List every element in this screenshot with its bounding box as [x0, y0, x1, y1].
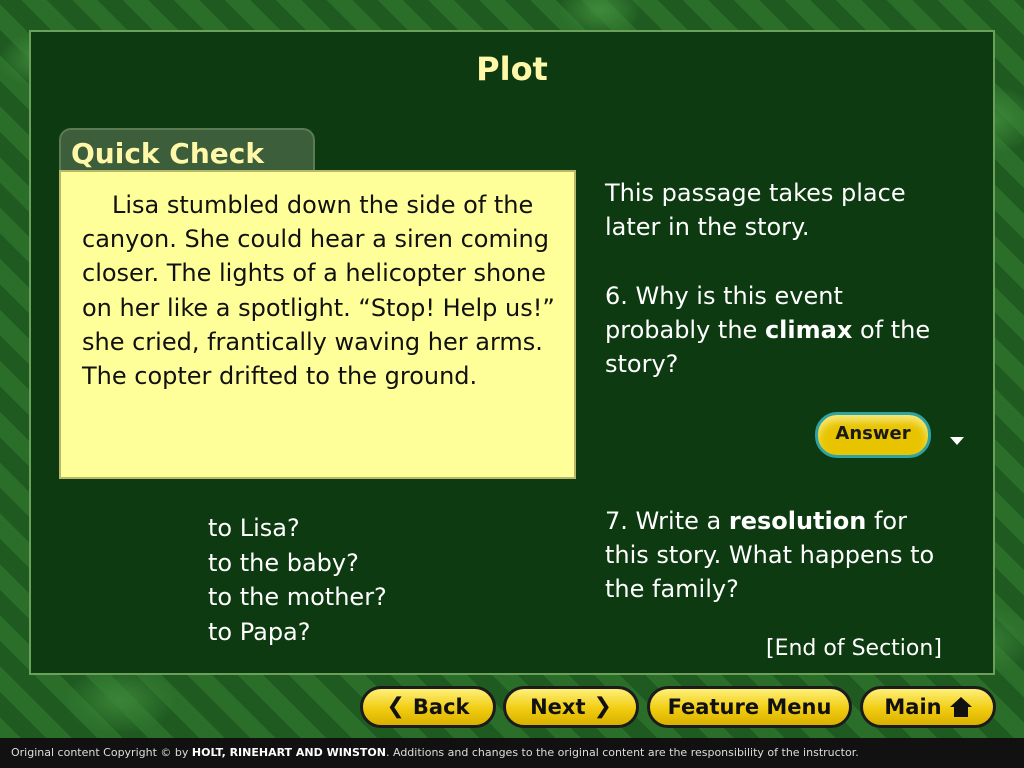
intro-text: This passage takes place later in the story.: [605, 179, 906, 241]
slide-title: Plot: [476, 50, 548, 88]
back-button[interactable]: [360, 686, 496, 728]
question-7-text: 7. Write a: [605, 507, 729, 535]
answer-button[interactable]: Answer: [815, 412, 931, 458]
feature-menu-button[interactable]: [647, 686, 852, 728]
question-7: [605, 504, 945, 606]
question-6-tail: of the story?: [605, 316, 931, 378]
question-6-text: 6. Why is this event probably the: [605, 282, 843, 344]
publisher-name: HOLT, RINEHART AND WINSTON: [191, 746, 386, 759]
copyright-footer: [0, 738, 1024, 768]
character-list: [208, 511, 387, 649]
next-button-label: Next: [530, 695, 586, 719]
chevron-left-icon: ❮: [386, 694, 405, 719]
list-item: to the baby?: [208, 548, 359, 577]
question-7-tail: for this story. What happens to the family?: [605, 507, 935, 603]
footer-suffix: . Additions and changes to the original content are the responsibility of the instructor.: [386, 746, 859, 759]
next-button[interactable]: [503, 686, 639, 728]
chevron-right-icon: ❯: [593, 694, 612, 719]
term-climax: climax: [764, 316, 853, 344]
main-button-label: Main: [884, 695, 942, 719]
term-resolution: resolution: [728, 507, 867, 535]
feature-menu-label: Feature Menu: [667, 695, 832, 719]
quick-check-tab: Quick Check: [59, 128, 315, 174]
list-item: to Papa?: [208, 617, 311, 646]
home-icon: [950, 697, 972, 717]
caret-down-icon[interactable]: [950, 437, 964, 445]
passage-box: Lisa stumbled down the side of the canyon. She could hear a siren coming closer. The lights of a helicopter shone on her like a spotlight. “Stop! Help us!” she cried, frantically waving her arms. The copter drifted to the ground.: [59, 170, 576, 479]
list-item: to the mother?: [208, 583, 387, 611]
back-button-label: Back: [412, 695, 470, 719]
question-6: [605, 279, 955, 381]
main-button[interactable]: [860, 686, 996, 728]
footer-prefix: Original content Copyright © by: [11, 746, 192, 759]
end-of-section-label: [End of Section]: [766, 636, 942, 661]
list-item: to Lisa?: [208, 514, 300, 542]
